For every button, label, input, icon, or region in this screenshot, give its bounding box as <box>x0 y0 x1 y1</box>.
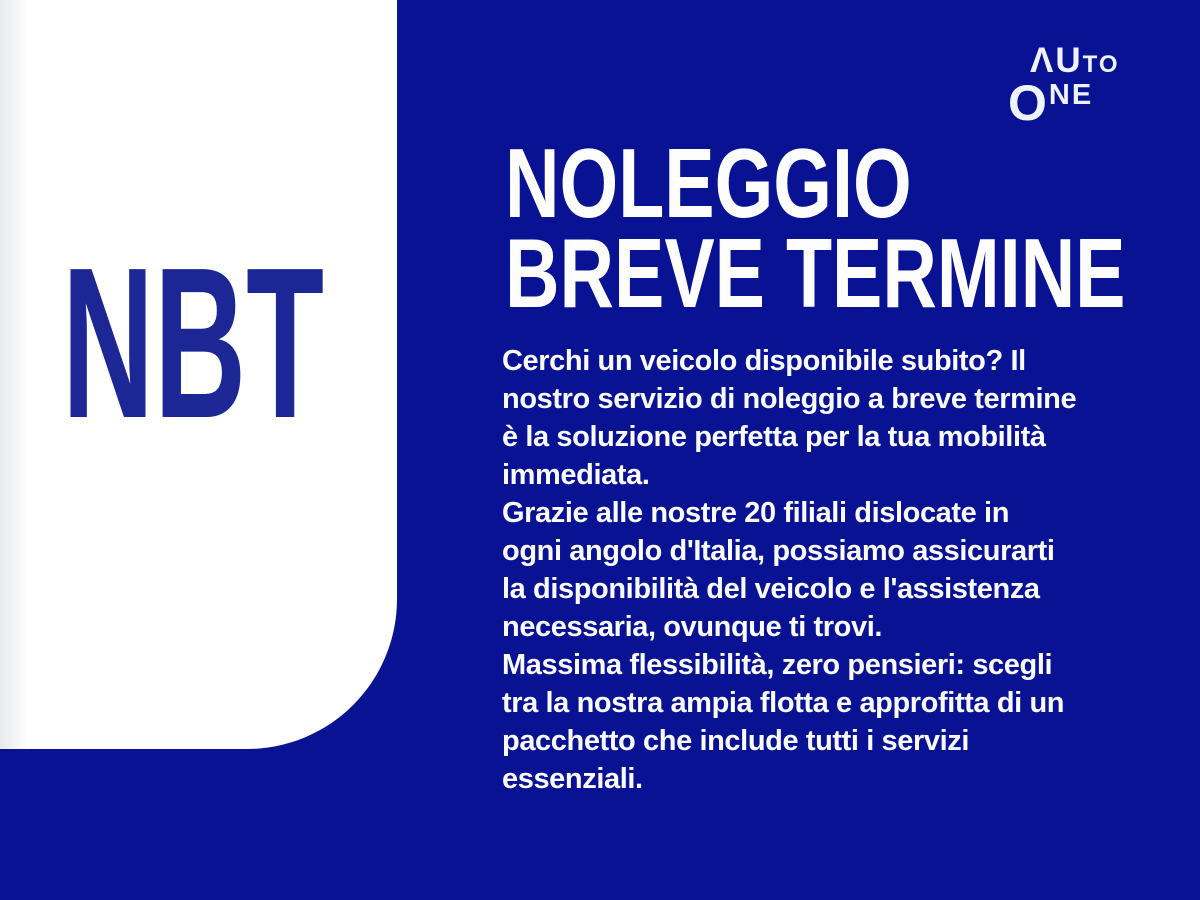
nbt-acronym: NBT <box>62 222 325 463</box>
logo-o-text: O <box>1008 75 1049 131</box>
page-title <box>505 128 1126 328</box>
logo-ne-text: NE <box>1048 79 1094 111</box>
body-line: ogni angolo d'Italia, possiamo assicurarti <box>502 535 1055 567</box>
body-line: immediata. <box>502 459 650 491</box>
body-line: Grazie alle nostre 20 filiali dislocate in <box>502 497 1010 529</box>
body-line: tra la nostra ampia flotta e approfitta di un <box>502 687 1065 719</box>
body-line: la disponibilità del veicolo e l'assistenza <box>502 573 1040 605</box>
body-line: è la soluzione perfetta per la tua mobilità <box>502 421 1046 453</box>
body-line: Cerchi un veicolo disponibile subito? Il <box>502 345 1026 377</box>
body-line: Massima flessibilità, zero pensieri: scegli <box>502 649 1053 681</box>
logo-au-text: ΛU <box>1030 41 1083 80</box>
white-rounded-panel <box>0 0 397 749</box>
autoone-logo <box>1008 41 1120 131</box>
title-line-1: NOLEGGIO <box>505 128 912 238</box>
logo-line-auto <box>1030 41 1120 80</box>
body-line: pacchetto che include tutti i servizi <box>502 725 970 757</box>
logo-to-text: TO <box>1082 51 1120 78</box>
body-line: nostro servizio di noleggio a breve termine <box>502 383 1077 415</box>
body-line: essenziali. <box>502 763 643 795</box>
logo-line-one <box>1008 75 1120 131</box>
body-line: necessaria, ovunque ti trovi. <box>502 611 883 643</box>
title-line-2: BREVE TERMINE <box>505 218 1126 328</box>
body-text <box>502 342 1076 798</box>
